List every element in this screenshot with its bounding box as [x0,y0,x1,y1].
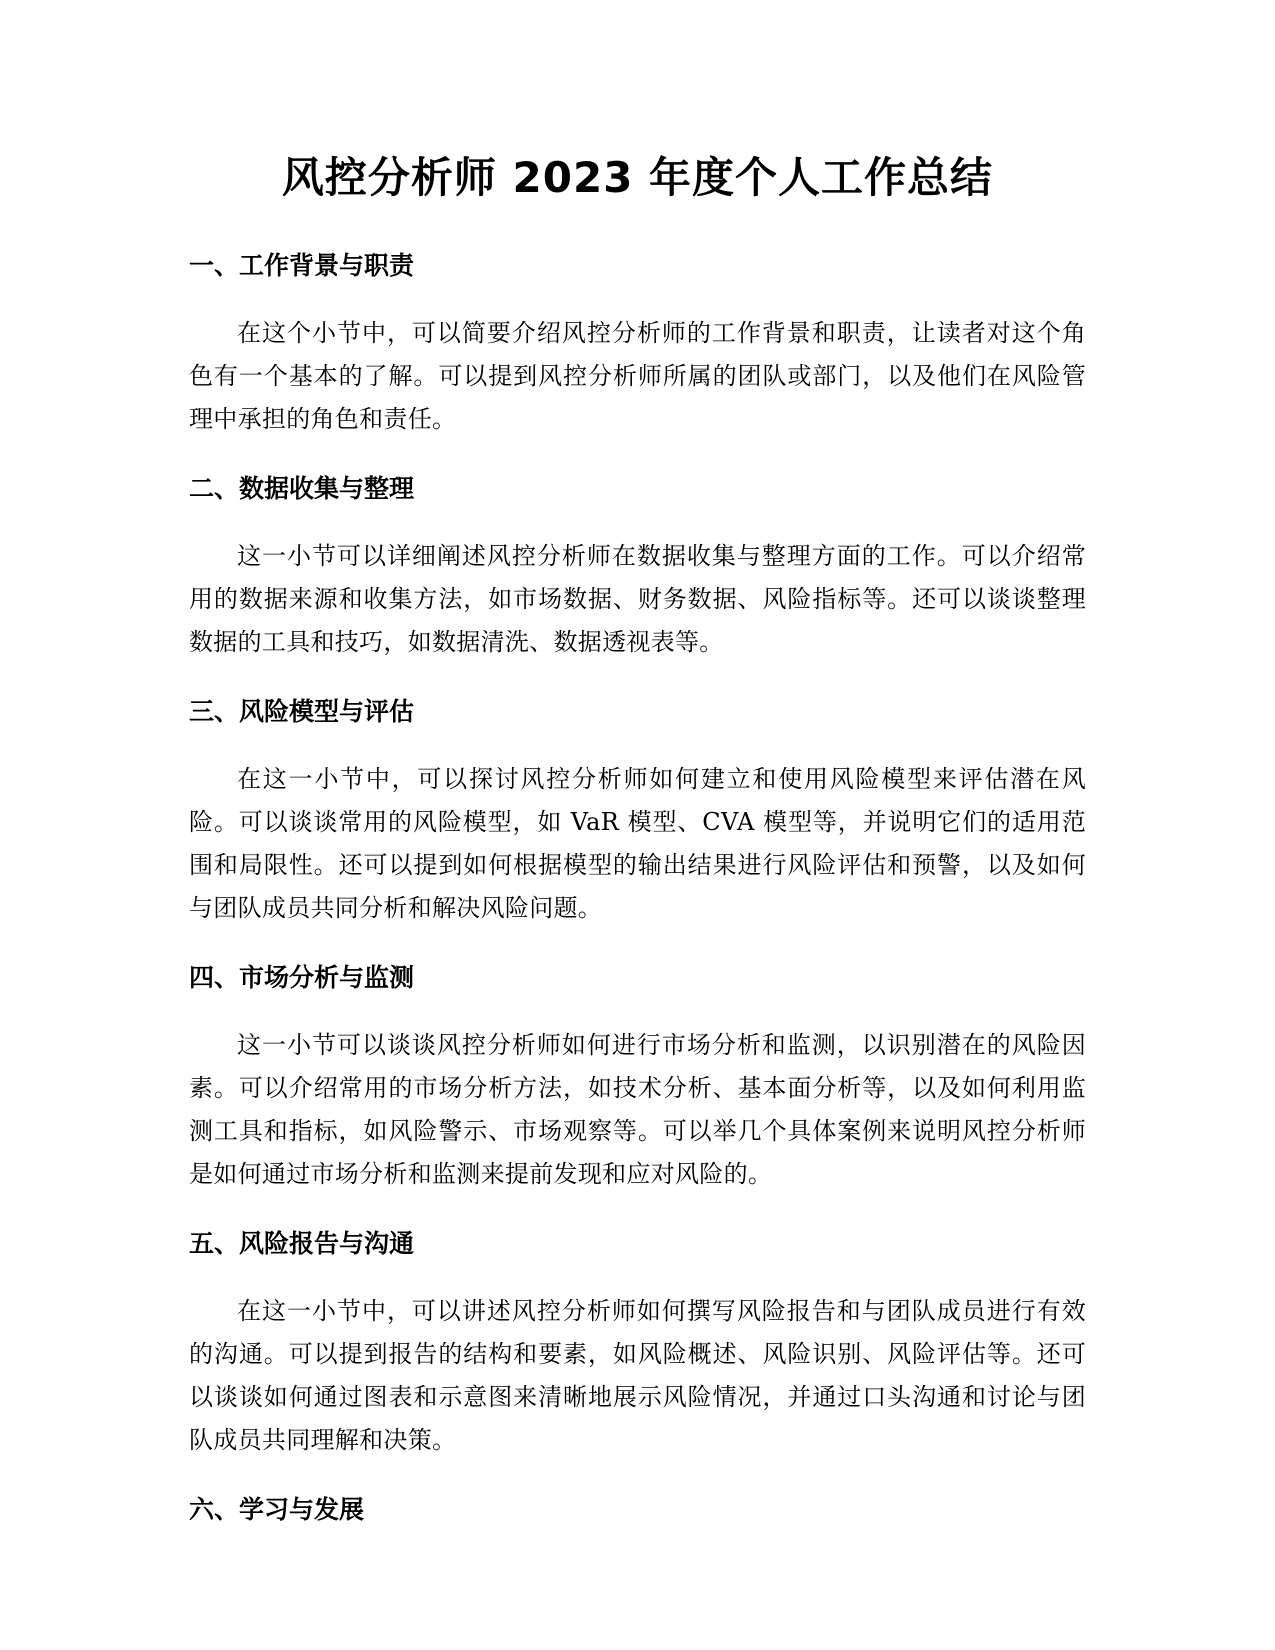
section-heading: 六、学习与发展 [189,1495,365,1524]
document-content [189,246,1086,1530]
section-paragraph: 在这一小节中，可以讲述风控分析师如何撰写风险报告和与团队成员进行有效的沟通。可以提到报告的结构和要素，如风险概述、风险识别、风险评估等。还可以谈谈如何通过图表和示意图来清晰地展示风险情况，并通过口头沟通和讨论与团队成员共同理解和决策。 [189,1297,1086,1454]
section-work-background [189,246,1086,441]
section-heading: 三、风险模型与评估 [189,697,415,726]
section-risk-models [189,692,1086,930]
section-paragraph: 在这一小节中，可以探讨风控分析师如何建立和使用风险模型来评估潜在风险。可以谈谈常用的风险模型，如 VaR 模型、CVA 模型等，并说明它们的适用范围和局限性。还可以提到如何根据模型的输出结果进行风险评估和预警，以及如何与团队成员共同分析和解决风险问题。 [189,765,1086,922]
section-heading: 四、市场分析与监测 [189,963,415,992]
section-heading: 一、工作背景与职责 [189,251,415,280]
section-paragraph: 这一小节可以详细阐述风控分析师在数据收集与整理方面的工作。可以介绍常用的数据来源和收集方法，如市场数据、财务数据、风险指标等。还可以谈谈整理数据的工具和技巧，如数据清洗、数据透视表等。 [189,542,1086,656]
section-risk-reporting [189,1224,1086,1462]
section-data-collection [189,469,1086,664]
section-paragraph: 在这个小节中，可以简要介绍风控分析师的工作背景和职责，让读者对这个角色有一个基本的了解。可以提到风控分析师所属的团队或部门，以及他们在风险管理中承担的角色和责任。 [189,319,1086,433]
section-paragraph: 这一小节可以谈谈风控分析师如何进行市场分析和监测，以识别潜在的风险因素。可以介绍常用的市场分析方法，如技术分析、基本面分析等，以及如何利用监测工具和指标，如风险警示、市场观察等。可以举几个具体案例来说明风控分析师是如何通过市场分析和监测来提前发现和应对风险的。 [189,1031,1086,1188]
section-heading: 二、数据收集与整理 [189,474,415,503]
section-market-analysis [189,958,1086,1196]
document-title: 风控分析师 2023 年度个人工作总结 [281,153,994,202]
section-heading: 五、风险报告与沟通 [189,1229,415,1258]
section-learning-development [189,1490,1086,1530]
